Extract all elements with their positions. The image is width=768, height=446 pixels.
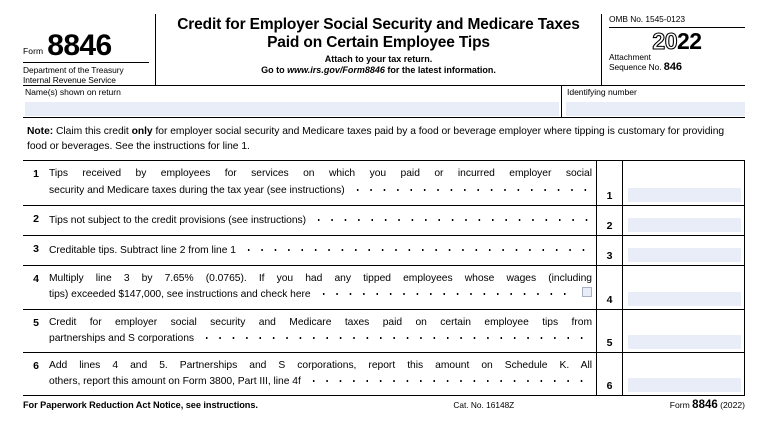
identifying-number-label: Identifying number xyxy=(567,87,637,97)
line-item-row xyxy=(23,352,745,395)
line-description-last: tips) exceeded $147,000, see instructions and check here xyxy=(49,289,311,301)
form-page xyxy=(0,14,768,446)
line-description-first: Credit for employer social security and Medicare taxes paid on certain employee tips from xyxy=(49,316,592,328)
tax-year-suffix: 22 xyxy=(677,28,702,54)
form-footer xyxy=(23,396,745,411)
line-number: 5 xyxy=(23,309,49,352)
identifying-number-input[interactable] xyxy=(566,102,745,116)
form-title-line-1: Credit for Employer Social Security and Medicare Taxes xyxy=(177,16,580,33)
footer-form-id xyxy=(670,399,745,411)
line-number-box xyxy=(597,161,623,205)
dot-leader xyxy=(312,212,588,223)
line-number: 6 xyxy=(23,352,49,395)
line-number: 4 xyxy=(23,265,49,309)
line-description xyxy=(49,265,597,309)
line-item-row xyxy=(23,265,745,309)
line-description-last: partnerships and S corporations xyxy=(49,333,195,345)
attach-instruction: Attach to your tax return. xyxy=(324,54,433,64)
amount-cell xyxy=(623,352,745,395)
omb-number: OMB No. 1545-0123 xyxy=(609,14,745,28)
line-number: 1 xyxy=(23,161,49,205)
amount-cell xyxy=(623,309,745,352)
form-identity-block xyxy=(23,14,156,85)
line-4-checkbox[interactable] xyxy=(582,287,592,297)
line-number: 2 xyxy=(23,205,49,235)
paperwork-notice: For Paperwork Reduction Act Notice, see instructions. xyxy=(23,399,258,410)
line-description xyxy=(49,161,597,205)
attachment-label: Attachment xyxy=(609,52,651,62)
goto-url[interactable]: www.irs.gov/Form8846 xyxy=(287,65,385,75)
line-number-box-label: 2 xyxy=(606,219,613,232)
amount-input[interactable] xyxy=(628,188,741,202)
identifying-number-cell xyxy=(562,86,745,117)
note-text-2: for employer social security and Medicare taxes paid by a food or beverage employer where tipping is customary for providing food or beverages. See the instructions for line 1. xyxy=(27,126,725,152)
amount-cell xyxy=(623,235,745,265)
dot-leader xyxy=(351,182,588,193)
line-description xyxy=(49,235,597,265)
line-description xyxy=(49,309,597,352)
amount-input[interactable] xyxy=(628,218,741,232)
line-number-box xyxy=(597,265,623,309)
name-input[interactable] xyxy=(25,102,559,116)
tax-year-prefix: 20 xyxy=(652,28,677,54)
form-number: 8846 xyxy=(47,29,112,62)
form-title-line-2: Paid on Certain Employee Tips xyxy=(267,33,490,51)
form-header xyxy=(23,14,745,86)
form-word-label: Form xyxy=(23,46,44,56)
catalog-number: Cat. No. 16148Z xyxy=(453,399,515,410)
footer-form-word: Form xyxy=(669,399,693,410)
agency-block xyxy=(23,62,149,85)
sequence-number: 846 xyxy=(663,60,682,73)
line-number-box xyxy=(597,309,623,352)
amount-cell xyxy=(623,205,745,235)
line-description-last: security and Medicare taxes during the tax year (see instructions) xyxy=(49,184,345,196)
form-number-row xyxy=(23,14,149,62)
agency-line-2: Internal Revenue Service xyxy=(23,75,116,85)
line-number-box xyxy=(597,352,623,395)
line-number-box-label: 1 xyxy=(606,189,613,202)
goto-suffix: for the latest information. xyxy=(384,65,496,75)
amount-cell xyxy=(623,265,745,309)
footer-form-number: 8846 xyxy=(692,398,718,411)
line-description-first: Tips received by employees for services on which you paid or incurred employer social xyxy=(49,168,592,179)
line-item-row xyxy=(23,161,745,205)
note-label: Note: xyxy=(27,126,54,137)
line-number-box-label: 6 xyxy=(606,379,613,392)
dot-leader xyxy=(242,242,588,253)
line-description-last: Creditable tips. Subtract line 2 from line 1 xyxy=(49,244,236,256)
line-description-first: Multiply line 3 by 7.65% (0.0765). If you had any tipped employees whose wages (including xyxy=(49,272,592,284)
name-field-label: Name(s) shown on return xyxy=(25,87,121,97)
line-description xyxy=(49,205,597,235)
line-description-last: Tips not subject to the credit provisions (see instructions) xyxy=(49,214,307,226)
note-emphasis: only xyxy=(131,126,153,137)
dot-leader xyxy=(307,373,588,384)
goto-prefix: Go to xyxy=(261,65,288,75)
line-description-first: Add lines 4 and 5. Partnerships and S corporations, report this amount on Schedule K. All xyxy=(49,359,592,371)
agency-line-1: Department of the Treasury xyxy=(23,65,124,75)
amount-input[interactable] xyxy=(628,248,741,262)
omb-year-block xyxy=(602,14,745,85)
footer-form-year: (2022) xyxy=(717,399,745,410)
line-description-last: others, report this amount on Form 3800, Part III, line 4f xyxy=(49,376,301,388)
taxpayer-row xyxy=(23,86,745,118)
tax-year xyxy=(609,28,745,54)
line-number-box xyxy=(597,235,623,265)
line-number-box-label: 3 xyxy=(606,249,613,262)
note-text-1: Claim this credit xyxy=(53,126,132,137)
amount-cell xyxy=(623,161,745,205)
line-item-row xyxy=(23,235,745,265)
amount-input[interactable] xyxy=(628,292,741,306)
sequence-label: Sequence No. xyxy=(609,61,662,72)
amount-input[interactable] xyxy=(628,378,741,392)
line-number: 3 xyxy=(23,235,49,265)
dot-leader xyxy=(317,286,576,297)
line-number-box xyxy=(597,205,623,235)
line-items-table xyxy=(23,161,745,396)
name-field-cell xyxy=(23,86,562,117)
note-paragraph xyxy=(23,118,745,161)
line-number-box-label: 5 xyxy=(606,336,613,349)
line-number-box-label: 4 xyxy=(606,293,613,306)
form-title-block xyxy=(156,14,602,85)
line-item-row xyxy=(23,205,745,235)
amount-input[interactable] xyxy=(628,335,741,349)
goto-instruction xyxy=(164,65,593,76)
line-items-body xyxy=(23,161,745,395)
attachment-sequence xyxy=(609,53,745,72)
dot-leader xyxy=(200,330,588,341)
line-item-row xyxy=(23,309,745,352)
line-description xyxy=(49,352,597,395)
